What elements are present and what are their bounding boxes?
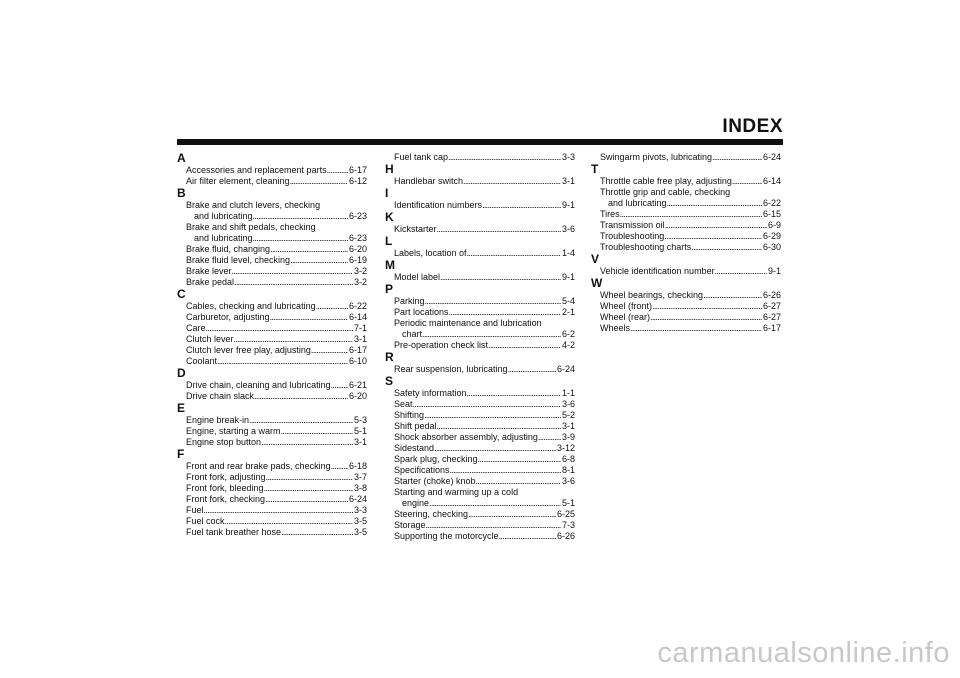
index-entry (385, 329, 575, 340)
index-entry-leader (467, 248, 561, 259)
index-column-2 (385, 152, 575, 542)
index-entry-page: 3-7 (353, 472, 367, 482)
index-letter-heading: I (385, 186, 389, 200)
index-entry (385, 388, 575, 399)
index-entry-text: Fuel cock (186, 516, 225, 526)
index-entry-text: Sidestand (394, 443, 435, 453)
index-entry-leader (450, 465, 561, 476)
index-entry (591, 312, 781, 323)
index-entry-page: 6-25 (556, 509, 575, 519)
index-entry-text: Swingarm pivots, lubricating (600, 152, 713, 162)
title-rule (177, 139, 783, 145)
index-letter-heading: K (385, 210, 394, 224)
index-entry-page: 5-4 (561, 296, 575, 306)
index-entry-text: Clutch lever free play, adjusting (186, 345, 311, 355)
index-entry-page: 1-4 (561, 248, 575, 258)
index-letter-heading: H (385, 162, 394, 176)
index-entry (177, 266, 367, 277)
index-entry-text: Rear suspension, lubricating (394, 364, 508, 374)
index-entry-page: 6-23 (348, 211, 367, 221)
index-entry-leader (261, 437, 353, 448)
index-entry (385, 520, 575, 531)
index-entry-leader (253, 233, 348, 244)
index-entry-leader (664, 231, 762, 242)
index-entry-page: 3-3 (561, 152, 575, 162)
index-entry-text: Brake fluid, changing (186, 244, 271, 254)
index-entry-text: Brake fluid level, checking (186, 255, 291, 265)
index-entry-page: 6-12 (348, 176, 367, 186)
index-entry (177, 244, 367, 255)
index-entry-leader (652, 301, 762, 312)
index-entry-text: Brake and shift pedals, checking (186, 222, 316, 232)
index-entry-text: Cables, checking and lubricating (186, 301, 316, 311)
index-entry (177, 391, 367, 402)
index-entry (177, 461, 367, 472)
index-entry (385, 224, 575, 235)
index-entry-leader (316, 301, 348, 312)
index-entry-leader (413, 399, 561, 410)
index-entry (591, 220, 781, 231)
index-entry-leader (437, 224, 561, 235)
index-entry-page: 6-30 (762, 242, 781, 252)
index-entry-text: Brake lever (186, 266, 232, 276)
index-entry-leader (488, 340, 561, 351)
index-entry-page: 7-3 (561, 520, 575, 530)
index-entry-page: 7-1 (353, 323, 367, 333)
index-entry-leader (264, 483, 353, 494)
index-entry-page: 6-17 (762, 323, 781, 333)
index-entry (385, 498, 575, 509)
index-entry-leader (266, 472, 353, 483)
index-entry-page: 6-10 (348, 356, 367, 366)
index-entry-text: and lubricating (194, 233, 253, 243)
index-entry (385, 318, 575, 329)
index-letter-heading: T (591, 162, 599, 176)
index-letter-heading: L (385, 234, 393, 248)
index-entry-page: 6-14 (762, 176, 781, 186)
index-entry-leader (449, 307, 561, 318)
index-entry-text: Labels, location of (394, 248, 467, 258)
index-letter-heading: V (591, 252, 600, 266)
index-entry-page: 9-1 (561, 272, 575, 282)
index-letter-heading: C (177, 287, 186, 301)
index-entry (177, 211, 367, 222)
index-entry (177, 255, 367, 266)
index-entry-leader (290, 255, 348, 266)
index-entry (385, 454, 575, 465)
index-entry-leader (630, 323, 762, 334)
index-entry-leader (327, 165, 348, 176)
index-entry-text: Troubleshooting (600, 231, 665, 241)
index-entry-text: and lubricating (608, 198, 667, 208)
index-entry (177, 277, 367, 288)
index-entry-text: Carburetor, adjusting (186, 312, 270, 322)
index-entry-text: Front and rear brake pads, checking (186, 461, 331, 471)
index-entry (177, 527, 367, 538)
index-entry (177, 334, 367, 345)
index-entry (591, 290, 781, 301)
index-entry-leader (538, 432, 561, 443)
index-entry-page: 3-1 (353, 334, 367, 344)
index-entry (385, 410, 575, 421)
index-entry-text: engine (402, 498, 430, 508)
index-entry-leader (424, 410, 561, 421)
index-entry-text: Care (186, 323, 206, 333)
index-entry (177, 301, 367, 312)
index-entry-text: Brake and clutch levers, checking (186, 200, 321, 210)
index-entry-page: 1-1 (561, 388, 575, 398)
index-entry-leader (715, 266, 767, 277)
index-entry-page: 3-6 (561, 399, 575, 409)
index-entry-leader (508, 364, 556, 375)
index-entry-text: and lubricating (194, 211, 253, 221)
index-entry-leader (422, 329, 561, 340)
index-entry-page: 3-2 (353, 266, 367, 276)
index-entry-text: Pre-operation check list (394, 340, 489, 350)
index-entry-page: 6-2 (561, 329, 575, 339)
index-entry-leader (434, 443, 556, 454)
index-entry-leader (468, 509, 556, 520)
index-entry-text: Accessories and replacement parts (186, 165, 327, 175)
index-letter-heading: P (385, 282, 394, 296)
index-entry (385, 465, 575, 476)
index-entry-page: 3-3 (353, 505, 367, 515)
index-entry (177, 426, 367, 437)
index-entry-text: Supporting the motorcycle (394, 531, 499, 541)
index-entry (177, 437, 367, 448)
watermark-text: carmanualsonline.info (657, 637, 950, 669)
index-entry-text: Starting and warming up a cold (394, 487, 519, 497)
index-entry-page: 6-8 (561, 454, 575, 464)
index-letter-heading: M (385, 258, 395, 272)
index-entry-leader (290, 176, 348, 187)
index-entry-page: 6-24 (762, 152, 781, 162)
index-entry-page: 3-1 (353, 437, 367, 447)
index-entry-text: chart (402, 329, 423, 339)
index-entry-leader (217, 356, 348, 367)
index-entry-page: 6-21 (348, 380, 367, 390)
index-letter-heading: A (177, 151, 186, 165)
index-entry (591, 266, 781, 277)
index-entry-page: 3-1 (561, 176, 575, 186)
index-letter-heading: D (177, 366, 186, 380)
index-entry-text: Safety information (394, 388, 467, 398)
index-entry-page: 3-12 (556, 443, 575, 453)
index-entry (385, 248, 575, 259)
index-entry-leader (467, 388, 561, 399)
index-entry-text: Seat (394, 399, 413, 409)
index-entry-text: Front fork, bleeding (186, 483, 264, 493)
index-letter-heading: B (177, 186, 186, 200)
index-entry-text: Kickstarter (394, 224, 437, 234)
index-entry-leader (482, 200, 561, 211)
index-entry-leader (204, 505, 353, 516)
index-entry-leader (650, 312, 762, 323)
index-entry (385, 296, 575, 307)
index-entry-page: 3-6 (561, 224, 575, 234)
index-entry-page: 6-20 (348, 391, 367, 401)
index-entry-page: 4-2 (561, 340, 575, 350)
index-entry-text: Front fork, checking (186, 494, 266, 504)
index-entry-text: Part locations (394, 307, 449, 317)
index-entry-text: Front fork, adjusting (186, 472, 266, 482)
index-entry-page: 6-22 (348, 301, 367, 311)
index-entry-page: 6-18 (348, 461, 367, 471)
index-column-3 (591, 152, 781, 334)
index-entry-text: Brake pedal (186, 277, 235, 287)
index-entry-leader (463, 176, 561, 187)
index-entry-page: 6-29 (762, 231, 781, 241)
index-entry (177, 472, 367, 483)
index-entry-leader (225, 516, 353, 527)
index-entry-leader (249, 415, 353, 426)
index-entry (177, 233, 367, 244)
index-letter-heading: S (385, 374, 394, 388)
index-letter-heading: R (385, 350, 394, 364)
index-column-1 (177, 152, 367, 538)
page-title: INDEX (722, 116, 783, 137)
index-entry-page: 6-9 (767, 220, 781, 230)
index-entry-page: 3-6 (561, 476, 575, 486)
index-entry-leader (265, 494, 348, 505)
index-entry-text: Drive chain slack (186, 391, 255, 401)
index-entry (385, 200, 575, 211)
index-entry-text: Fuel tank cap (394, 152, 449, 162)
index-entry-leader (206, 323, 353, 334)
index-entry-leader (665, 220, 767, 231)
index-entry (385, 307, 575, 318)
index-letter-heading: F (177, 447, 185, 461)
index-entry (385, 432, 575, 443)
index-entry-page: 3-9 (561, 432, 575, 442)
index-entry-leader (440, 272, 561, 283)
index-entry-text: Troubleshooting charts (600, 242, 692, 252)
index-entry-leader (703, 290, 762, 301)
index-entry-page: 2-1 (561, 307, 575, 317)
index-entry (177, 483, 367, 494)
index-entry (177, 200, 367, 211)
index-entry-page: 6-22 (762, 198, 781, 208)
index-entry-text: Periodic maintenance and lubrication (394, 318, 542, 328)
index-entry-text: Throttle cable free play, adjusting (600, 176, 732, 186)
index-entry-page: 6-27 (762, 312, 781, 322)
index-entry (591, 176, 781, 187)
index-entry-leader (331, 461, 348, 472)
index-entry (177, 415, 367, 426)
index-entry-leader (478, 454, 561, 465)
index-entry-text: Engine, starting a warm (186, 426, 281, 436)
index-entry-text: Wheels (600, 323, 631, 333)
index-entry-text: Throttle grip and cable, checking (600, 187, 731, 197)
index-entry-page: 6-23 (348, 233, 367, 243)
index-entry-text: Coolant (186, 356, 218, 366)
index-entry (177, 176, 367, 187)
index-entry-text: Wheel (front) (600, 301, 653, 311)
index-entry (177, 494, 367, 505)
index-entry (177, 312, 367, 323)
index-entry-text: Spark plug, checking (394, 454, 478, 464)
index-entry-leader (499, 531, 556, 542)
index-entry (385, 399, 575, 410)
index-entry (591, 242, 781, 253)
index-entry (591, 152, 781, 163)
index-entry-page: 9-1 (561, 200, 575, 210)
index-entry-page: 6-24 (556, 364, 575, 374)
index-entry (177, 505, 367, 516)
index-entry (177, 356, 367, 367)
index-entry-leader (691, 242, 762, 253)
index-entry-page: 6-14 (348, 312, 367, 322)
index-entry-page: 6-26 (556, 531, 575, 541)
index-entry-text: Wheel (rear) (600, 312, 651, 322)
index-letter-heading: W (591, 276, 603, 290)
index-entry-leader (448, 152, 561, 163)
index-entry-leader (620, 209, 762, 220)
index-entry-text: Shift pedal (394, 421, 437, 431)
index-entry (177, 516, 367, 527)
index-entry-page: 9-1 (767, 266, 781, 276)
index-entry-text: Starter (choke) knob (394, 476, 476, 486)
index-entry-leader (281, 426, 353, 437)
index-entry-leader (254, 391, 348, 402)
index-entry (385, 364, 575, 375)
index-entry-page: 3-8 (353, 483, 367, 493)
index-entry-page: 6-26 (762, 290, 781, 300)
index-entry (385, 176, 575, 187)
index-entry-leader (437, 421, 561, 432)
index-entry-leader (270, 312, 348, 323)
index-entry-page: 3-1 (561, 421, 575, 431)
index-entry (177, 345, 367, 356)
index-entry-leader (429, 498, 561, 509)
index-entry (385, 152, 575, 163)
index-entry-text: Vehicle identification number (600, 266, 715, 276)
index-entry-page: 3-5 (353, 516, 367, 526)
index-entry-page: 3-2 (353, 277, 367, 287)
index-entry-text: Specifications (394, 465, 450, 475)
index-entry-leader (426, 520, 561, 531)
index-entry-text: Fuel tank breather hose (186, 527, 282, 537)
index-entry-text: Handlebar switch (394, 176, 464, 186)
index-entry-text: Tires (600, 209, 620, 219)
index-entry (385, 487, 575, 498)
index-entry-text: Fuel (186, 505, 204, 515)
index-entry (385, 340, 575, 351)
index-entry-leader (476, 476, 561, 487)
index-entry-leader (281, 527, 353, 538)
index-entry-text: Transmission oil (600, 220, 665, 230)
index-entry (591, 198, 781, 209)
index-entry (591, 323, 781, 334)
index-entry (177, 380, 367, 391)
index-entry-leader (253, 211, 348, 222)
index-entry-page: 6-24 (348, 494, 367, 504)
index-entry-page: 6-27 (762, 301, 781, 311)
index-entry-text: Steering, checking (394, 509, 469, 519)
index-entry-leader (732, 176, 762, 187)
index-entry-text: Parking (394, 296, 425, 306)
index-entry-text: Air filter element, cleaning (186, 176, 290, 186)
index-entry-page: 5-2 (561, 410, 575, 420)
index-entry (177, 323, 367, 334)
index-entry-page: 5-1 (561, 498, 575, 508)
index-entry-page: 6-17 (348, 345, 367, 355)
index-entry-text: Shock absorber assembly, adjusting (394, 432, 538, 442)
index-entry (591, 301, 781, 312)
index-entry-text: Engine break-in (186, 415, 250, 425)
index-entry-page: 6-19 (348, 255, 367, 265)
index-entry (177, 165, 367, 176)
index-entry-text: Clutch lever (186, 334, 234, 344)
index-entry-text: Storage (394, 520, 426, 530)
index-entry (385, 509, 575, 520)
index-entry-text: Shifting (394, 410, 425, 420)
index-entry (385, 272, 575, 283)
index-entry-page: 8-1 (561, 465, 575, 475)
index-entry-leader (712, 152, 762, 163)
index-entry-text: Engine stop button (186, 437, 262, 447)
index-entry-leader (425, 296, 561, 307)
index-entry-leader (270, 244, 348, 255)
index-entry (385, 443, 575, 454)
index-entry-page: 3-5 (353, 527, 367, 537)
index-entry (385, 476, 575, 487)
index-entry-page: 5-3 (353, 415, 367, 425)
index-entry-page: 6-17 (348, 165, 367, 175)
index-entry (591, 209, 781, 220)
index-entry (591, 187, 781, 198)
index-entry-leader (667, 198, 762, 209)
index-entry-text: Drive chain, cleaning and lubricating (186, 380, 331, 390)
index-entry-page: 5-1 (353, 426, 367, 436)
index-entry-leader (232, 266, 353, 277)
index-entry-text: Identification numbers (394, 200, 483, 210)
index-entry (177, 222, 367, 233)
index-letter-heading: E (177, 401, 186, 415)
index-entry (591, 231, 781, 242)
index-entry (385, 421, 575, 432)
index-entry-page: 6-20 (348, 244, 367, 254)
index-entry-leader (234, 277, 353, 288)
index-entry-leader (234, 334, 353, 345)
index-entry-page: 6-15 (762, 209, 781, 219)
index-entry-leader (311, 345, 348, 356)
index-entry-leader (331, 380, 348, 391)
index-entry (385, 531, 575, 542)
index-entry-text: Wheel bearings, checking (600, 290, 704, 300)
index-entry-text: Model label (394, 272, 441, 282)
